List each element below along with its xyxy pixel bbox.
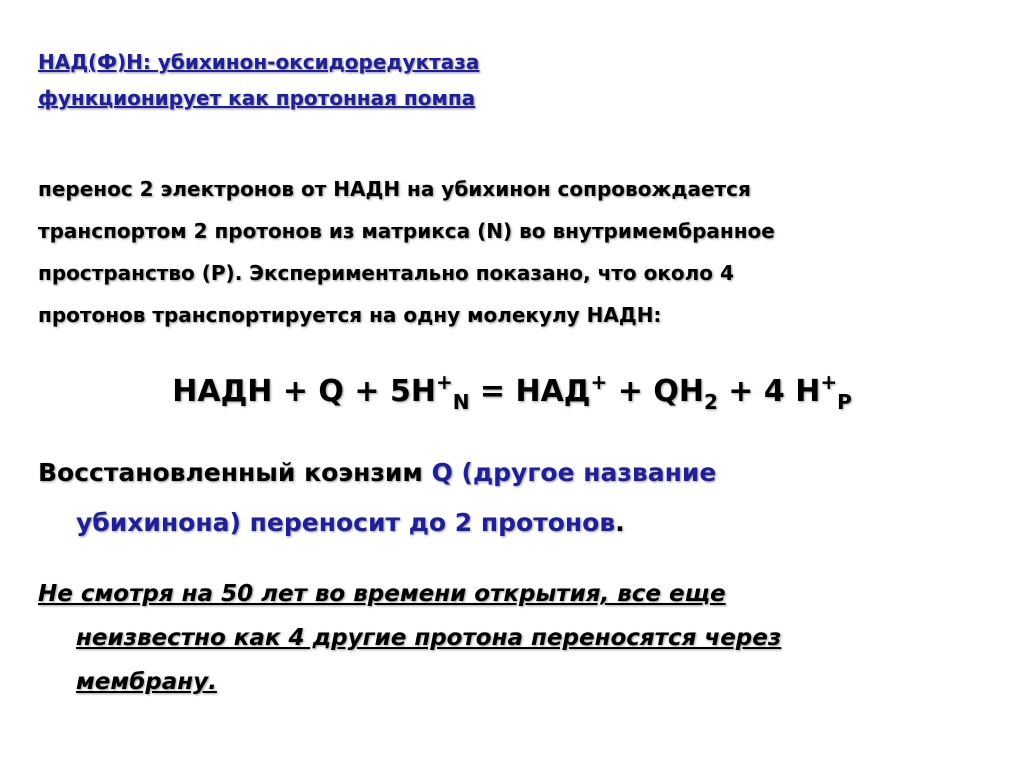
bullet-coenzyme-q (38, 448, 988, 548)
equation-sup-1: + (435, 370, 453, 394)
body-line-2: транспортом 2 протонов из матрикса (N) во внутримембранное (38, 219, 775, 243)
equation-part-4: + 4 H (717, 374, 821, 409)
body-paragraph (38, 168, 998, 336)
bullet-1-period: . (615, 508, 625, 537)
bullet-2-line-3: мембрану. (76, 669, 217, 695)
equation-sup-2: + (590, 370, 608, 394)
bullet-2-line-1: Не смотря на 50 лет во времени открытия, все еще (38, 581, 726, 607)
title-line-1: НАД(Ф)Н: убихинон-оксидоредуктаза (38, 50, 480, 74)
reaction-equation (0, 370, 1024, 414)
bullet-1-line-2 (38, 498, 988, 548)
bullet-1-black-text: Восстановленный коэнзим (38, 458, 432, 487)
bullet-1-line-1 (38, 448, 988, 498)
slide-title (38, 44, 798, 116)
equation-sub-3: P (837, 390, 852, 414)
body-line-4: протонов транспортируется на одну молекулу НАДН: (38, 303, 662, 327)
body-line-1: перенос 2 электронов от НАДН на убихинон сопровождается (38, 177, 751, 201)
equation-part-2: = НАД (469, 374, 591, 409)
title-line-2: функционирует как протонная помпа (38, 86, 476, 110)
bullet-unknown-mechanism (38, 572, 988, 704)
bullet-1-blue-text-2: убихинона) переносит до 2 протонов (76, 508, 616, 537)
equation-sup-3: + (820, 370, 838, 394)
bullet-1-blue-text: Q (другое название (431, 458, 717, 487)
equation-part-3: + QH (607, 374, 704, 409)
equation-sub-1: N (452, 390, 470, 414)
equation-part-1: НАДН + Q + 5H (172, 374, 436, 409)
equation-sub-2: 2 (703, 390, 718, 414)
body-line-3: пространство (P). Экспериментально показано, что около 4 (38, 261, 734, 285)
bullet-2-line-2: неизвестно как 4 другие протона переносятся через (76, 625, 782, 651)
